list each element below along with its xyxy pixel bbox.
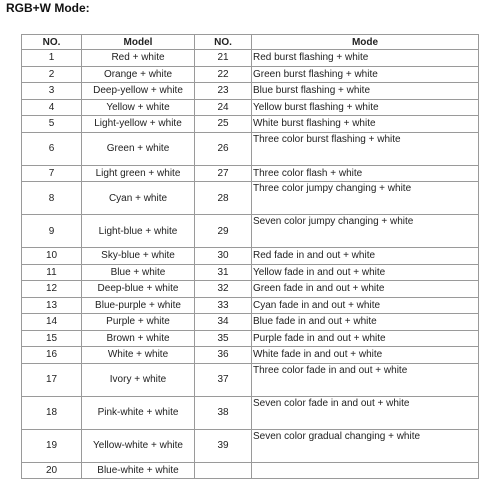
table-row (22, 215, 479, 248)
cell-model: Orange + white (82, 66, 195, 83)
cell-mode: Seven color fade in and out + white (252, 396, 479, 429)
cell-model: Sky-blue + white (82, 248, 195, 265)
header-no-2: NO. (195, 35, 252, 50)
cell-model: Deep-blue + white (82, 281, 195, 298)
table-row (22, 396, 479, 429)
page-title: RGB+W Mode: (6, 1, 90, 15)
cell-mode: Purple fade in and out + white (252, 330, 479, 347)
cell-no-2: 21 (195, 50, 252, 67)
cell-no: 6 (22, 132, 82, 165)
cell-no-2: 26 (195, 132, 252, 165)
cell-no-2: 22 (195, 66, 252, 83)
table-row (22, 116, 479, 133)
cell-model: Ivory + white (82, 363, 195, 396)
cell-no-2: 37 (195, 363, 252, 396)
table-row (22, 182, 479, 215)
table-header-row (22, 35, 479, 50)
mode-table (21, 34, 479, 479)
cell-no-2: 38 (195, 396, 252, 429)
cell-no-2: 27 (195, 165, 252, 182)
header-mode: Mode (252, 35, 479, 50)
cell-model: Light-blue + white (82, 215, 195, 248)
cell-model: Red + white (82, 50, 195, 67)
cell-model: Blue + white (82, 264, 195, 281)
cell-no: 5 (22, 116, 82, 133)
cell-model: Blue-purple + white (82, 297, 195, 314)
cell-no: 8 (22, 182, 82, 215)
cell-no-2: 30 (195, 248, 252, 265)
cell-no-2: 32 (195, 281, 252, 298)
cell-no-2: 39 (195, 429, 252, 462)
cell-mode: Yellow burst flashing + white (252, 99, 479, 116)
cell-no-2: 23 (195, 83, 252, 100)
cell-no: 3 (22, 83, 82, 100)
cell-no-2: 31 (195, 264, 252, 281)
table-row (22, 363, 479, 396)
cell-mode: Seven color gradual changing + white (252, 429, 479, 462)
cell-no: 12 (22, 281, 82, 298)
cell-no-2: 25 (195, 116, 252, 133)
cell-mode: Three color burst flashing + white (252, 132, 479, 165)
cell-no: 19 (22, 429, 82, 462)
table-row (22, 347, 479, 364)
cell-model: Purple + white (82, 314, 195, 331)
table-row (22, 165, 479, 182)
cell-no: 17 (22, 363, 82, 396)
cell-no-2: 24 (195, 99, 252, 116)
table-row (22, 330, 479, 347)
cell-model: Blue-white + white (82, 462, 195, 479)
cell-mode: White burst flashing + white (252, 116, 479, 133)
cell-mode: Green burst flashing + white (252, 66, 479, 83)
cell-mode: Seven color jumpy changing + white (252, 215, 479, 248)
cell-mode: Blue burst flashing + white (252, 83, 479, 100)
table-row (22, 99, 479, 116)
cell-no: 13 (22, 297, 82, 314)
cell-no: 15 (22, 330, 82, 347)
cell-model: Brown + white (82, 330, 195, 347)
cell-no-2: 29 (195, 215, 252, 248)
table-row (22, 462, 479, 479)
cell-no: 7 (22, 165, 82, 182)
table-row (22, 314, 479, 331)
cell-no: 1 (22, 50, 82, 67)
cell-model: Light-yellow + white (82, 116, 195, 133)
cell-mode: Red fade in and out + white (252, 248, 479, 265)
table-row (22, 66, 479, 83)
table-row (22, 297, 479, 314)
cell-no-2: 36 (195, 347, 252, 364)
cell-no: 20 (22, 462, 82, 479)
cell-mode: Blue fade in and out + white (252, 314, 479, 331)
cell-mode: Three color flash + white (252, 165, 479, 182)
header-no: NO. (22, 35, 82, 50)
cell-mode (252, 462, 479, 479)
cell-model: Light green + white (82, 165, 195, 182)
cell-model: Deep-yellow + white (82, 83, 195, 100)
cell-mode: Yellow fade in and out + white (252, 264, 479, 281)
cell-no: 4 (22, 99, 82, 116)
cell-no-2: 28 (195, 182, 252, 215)
cell-mode: Green fade in and out + white (252, 281, 479, 298)
cell-no-2: 35 (195, 330, 252, 347)
cell-model: Yellow-white + white (82, 429, 195, 462)
cell-mode: Red burst flashing + white (252, 50, 479, 67)
cell-mode: Cyan fade in and out + white (252, 297, 479, 314)
cell-mode: Three color jumpy changing + white (252, 182, 479, 215)
cell-no: 18 (22, 396, 82, 429)
header-model: Model (82, 35, 195, 50)
cell-no: 11 (22, 264, 82, 281)
cell-model: Green + white (82, 132, 195, 165)
cell-no: 10 (22, 248, 82, 265)
cell-mode: White fade in and out + white (252, 347, 479, 364)
cell-no-2: 33 (195, 297, 252, 314)
table-row (22, 429, 479, 462)
table-row (22, 132, 479, 165)
cell-no: 2 (22, 66, 82, 83)
cell-no: 9 (22, 215, 82, 248)
table-row (22, 50, 479, 67)
cell-no-2: 34 (195, 314, 252, 331)
cell-model: Yellow + white (82, 99, 195, 116)
table-body (22, 50, 479, 479)
cell-no-2 (195, 462, 252, 479)
cell-model: White + white (82, 347, 195, 364)
table-row (22, 83, 479, 100)
table-row (22, 281, 479, 298)
cell-no: 14 (22, 314, 82, 331)
cell-mode: Three color fade in and out + white (252, 363, 479, 396)
table-row (22, 248, 479, 265)
table-row (22, 264, 479, 281)
cell-model: Cyan + white (82, 182, 195, 215)
cell-model: Pink-white + white (82, 396, 195, 429)
cell-no: 16 (22, 347, 82, 364)
